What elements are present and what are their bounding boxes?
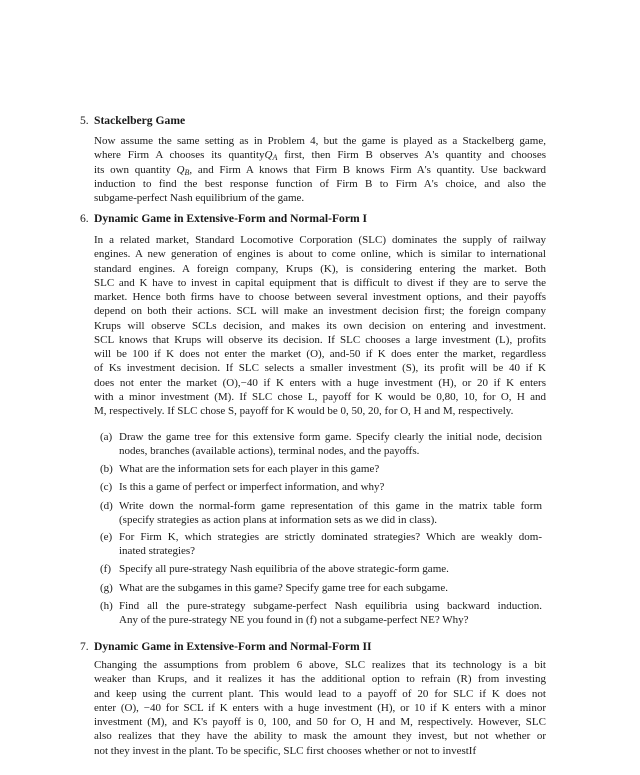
text-line (94, 347, 546, 361)
text-run: In a related market, Standard Locomotive Corporation (SLC) dominates the supply of railway (94, 234, 546, 246)
text-line (94, 262, 546, 276)
text-line: Draw the game tree for this extensive form game. Specify clearly the initial node, decision (119, 431, 542, 443)
text-run: Now assume the same setting as in Problem 4, but the game is played as a Stackelberg game, (94, 135, 546, 147)
text-run: engines. A new generation of engines is about to come online, which is similar to international (94, 248, 546, 261)
question-item (100, 581, 542, 595)
section-title: Dynamic Game in Extensive-Form and Normal-Form II (94, 640, 372, 653)
text-line (94, 687, 546, 701)
text-run: where Firm A chooses its quantity (94, 149, 265, 162)
question-label: (g) (100, 582, 113, 594)
text-line (94, 404, 546, 418)
text-line (94, 290, 546, 304)
question-text (119, 599, 542, 628)
text-run: weaker than Krups, and it realizes it has the additional option to refrain (R) from investing (94, 673, 546, 686)
text-line: Find all the pure-strategy subgame-perfect Nash equilibria using backward induction. (119, 600, 542, 612)
question-item (100, 430, 542, 459)
section-paragraph (94, 233, 546, 418)
section-paragraph (94, 658, 546, 758)
question-text (119, 430, 542, 459)
text-line (94, 390, 546, 404)
text-run: of Ks investment decision. If SLC selects a smaller investment (S), its profit will be 40 if K (94, 362, 546, 375)
text-line (94, 163, 546, 177)
section-number: 6. (80, 212, 89, 225)
text-run: SCL knows that Krups will observe its decision. If SLC chooses a large investment (L), profits (94, 333, 546, 346)
section-heading (80, 212, 367, 225)
text-run: depend on both their actions. SCL will make an investment decision first; the foreign company (94, 305, 546, 318)
text-line (94, 715, 546, 729)
question-label: (d) (100, 500, 113, 512)
text-line: (specify strategies as action plans at information sets as we did in class). (119, 514, 437, 527)
math-subscript: A (272, 153, 278, 163)
text-line: inated strategies? (119, 545, 196, 558)
text-run: subgame-perfect Nash equilibrium of the game. (94, 192, 305, 204)
text-run: will be 100 if K does not enter the market (O), and-50 if K does enter the market, regardless (94, 348, 546, 360)
section-paragraph (94, 134, 546, 205)
question-label: (f) (100, 563, 111, 575)
text-run: investment (M), and K's payoff is 0, 100, and 50 for O, H and M, respectively. However, SLC (94, 716, 546, 728)
text-run: SLC and K have to invest in capital equipment that is difficult to divest if they are to serve the (94, 276, 546, 289)
text-line: For Firm K, which strategies are strictly dominated strategies? Which are weakly dom- (119, 531, 542, 543)
question-item (100, 499, 542, 528)
math-subscript: B (184, 167, 190, 177)
text-line (94, 247, 546, 261)
text-run: , and Firm A knows that Firm B knows Firm A's quantity. Use backward (189, 163, 546, 176)
question-text (119, 462, 542, 476)
text-line (94, 233, 546, 247)
question-item (100, 530, 542, 559)
text-run: its own quantity (94, 163, 177, 176)
text-line (94, 672, 546, 686)
text-line (94, 319, 546, 333)
text-run: also realizes that they have the ability to mask the amount they invest, but not whether or (94, 730, 546, 743)
text-run: M, respectively. If SLC chose S, payoff for K would be 0, 50, 20, for O, H and M, respectively. (94, 405, 514, 417)
text-line (94, 177, 546, 191)
text-run: with a minor investment (M). If SLC chose L, payoff for K would be 0,80, 10, for O, H and (94, 390, 546, 403)
text-line (94, 134, 546, 148)
text-run: induction to find the best response function of Firm B to Firm A's choice, and also the (94, 177, 546, 190)
text-line (94, 148, 546, 162)
text-run: Krups will observe SCLs decision, and makes its own decision on entering and investment. (94, 319, 546, 332)
question-item (100, 599, 542, 628)
section-title: Stackelberg Game (94, 114, 186, 127)
text-line: Specify all pure-strategy Nash equilibria of the above strategic-form game. (119, 563, 449, 575)
text-line (94, 376, 546, 390)
question-item (100, 462, 542, 476)
question-item (100, 562, 542, 576)
text-line: Any of the pure-strategy NE you found in (f) not a subgame-perfect NE? Why? (119, 614, 469, 627)
math-symbol: Q (176, 163, 185, 176)
section-title: Dynamic Game in Extensive-Form and Normal-Form I (94, 212, 368, 225)
text-run: enter (O), −40 for SCL if K enters with a huge investment (H), or 10 if K enters with a minor (94, 701, 546, 714)
question-text (119, 499, 542, 528)
text-line (94, 701, 546, 715)
text-line: What are the subgames in this game? Specify game tree for each subgame. (119, 582, 448, 594)
text-run: and keep using the current plant. This would lead to a payoff of 20 for SLC if K does not (94, 687, 546, 700)
text-line (94, 333, 546, 347)
text-line: Is this a game of perfect or imperfect information, and why? (119, 481, 385, 493)
section-heading (80, 114, 185, 127)
question-label: (a) (100, 431, 113, 443)
text-line (94, 191, 546, 205)
text-line (94, 304, 546, 318)
section-heading (80, 640, 372, 653)
question-label: (h) (100, 600, 113, 612)
text-line (94, 361, 546, 375)
text-run: standard engines. A foreign company, Krups (K), is considering entering the market. Both (94, 262, 546, 275)
text-line (94, 276, 546, 290)
text-run: Changing the assumptions from problem 6 above, SLC realizes that its technology is a bit (94, 659, 546, 671)
section-number: 7. (80, 640, 89, 653)
question-text (119, 562, 542, 576)
question-label: (b) (100, 463, 113, 475)
question-label: (e) (100, 531, 113, 543)
text-line (94, 658, 546, 672)
text-run: does not enter the market (O),−40 if K enters with a huge investment (H), or 20 if K enters (94, 376, 546, 389)
text-line (94, 744, 546, 758)
text-line (94, 729, 546, 743)
question-label: (c) (100, 481, 113, 493)
text-line: Write down the normal-form game representation of this game in the matrix table form (119, 500, 542, 512)
question-text (119, 530, 542, 559)
section-number: 5. (80, 114, 89, 127)
text-run: not they invest in the plant. To be specific, SLC first chooses whether or not to investIf (94, 744, 477, 757)
math-symbol: Q (264, 149, 273, 162)
text-run: first, then Firm B observes A's quantity and chooses (277, 149, 546, 162)
question-text (119, 581, 542, 595)
question-text (119, 480, 542, 494)
question-item (100, 480, 542, 494)
text-line: nodes, branches (available actions), terminal nodes, and the payoffs. (119, 445, 420, 458)
text-line: What are the information sets for each player in this game? (119, 463, 380, 475)
text-run: market. Hence both firms have to choose between several investment options, and their payoffs (94, 291, 546, 303)
